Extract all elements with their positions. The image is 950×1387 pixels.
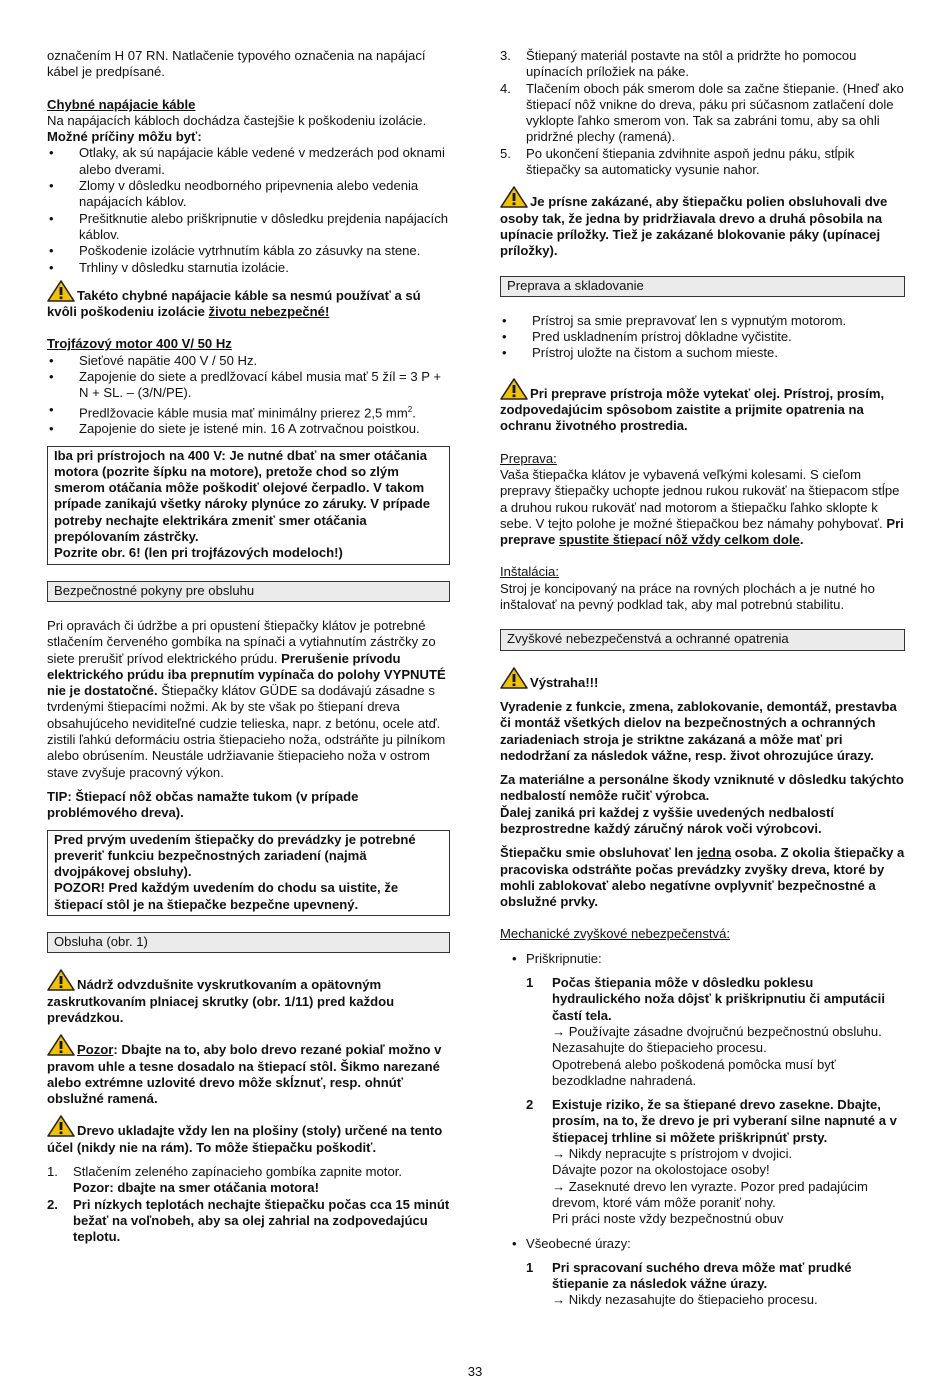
box-400v: [47, 446, 450, 565]
oil-warning: Pri preprave prístroja môže vytekať olej. Prístroj, prosím, zodpovedajúcim spôsobom zaistite a prijmite opatrenia na ochranu životného prostredia.: [500, 378, 905, 435]
risk-paragraph-2: Za materiálne a personálne škody vzniknuté v dôsledku takýchto nedbalostí nemôže ručiť výrobca.: [500, 772, 904, 804]
safety-tip: TIP: Štiepací nôž občas namažte tukom (v prípade problémového dreva).: [47, 788, 359, 821]
section-header-operation: Obsluha (obr. 1): [47, 932, 450, 953]
pinch-item-1: 1 Počas štiepania môže v dôsledku poklesu hydraulického noža dôjsť k priškripnutiu či amputácii častí tela. → Používajte zásadne dvojručnú bezpečnostnú obsluhu. Nezasahujte do štiepacieho procesu. Opotrebená alebo poškodená pomôcka musí byť bezodkladne nahradená.: [526, 975, 885, 1088]
pinch-item-2: 2 Existuje riziko, že sa štiepané drevo zasekne. Dbajte, prosím, na to, že drevo je pri vyberaní silne napnuté a v štiepacej trhline si môžete priškripnúť prsty. → Nikdy nepracujte s prístrojom v dvojici. Dávajte pozor na okolostojace osoby! → Zaseknuté drevo len vyrazte. Pozor pred padajúcim drevom, ktoré vám môže poraniť nohy. Pri práci noste vždy bezpečnostnú obuv: [526, 1097, 897, 1227]
list-item: 2. Pri nízkych teplotách nechajte štiepačku počas cca 15 minút bežať na voľnobeh, aby sa olej zahrial na zodpovedajúcu teplotu.: [47, 1196, 450, 1245]
general-label: • Všeobecné úrazy:: [512, 1236, 905, 1252]
list-item: • Trhliny v dôsledku starnutia izolácie.: [47, 260, 450, 276]
list-item: 3. Štiepaný materiál postavte na stôl a pridržte ho pomocou upínacích príložiek na páke.: [500, 48, 857, 80]
transport-subheading: Preprava:: [500, 450, 557, 466]
risk-warning-label: Výstraha!!!: [500, 667, 905, 691]
intro-text: označením H 07 RN. Natlačenie typového označenia na napájací kábel je predpísané.: [47, 48, 426, 80]
motor-heading: Trojfázový motor 400 V/ 50 Hz: [47, 336, 232, 352]
section-header-transport: Preprava a skladovanie: [500, 276, 905, 297]
list-item: • Poškodenie izolácie vytrhnutím kábla zo zásuvky na stene.: [47, 243, 450, 259]
list-item: • Prešitknutie alebo priškripnutie v dôsledku prejdenia napájacích káblov.: [47, 211, 450, 244]
warning-icon: [47, 969, 75, 991]
page-number: 33: [467, 1364, 483, 1379]
list-item: 5. Po ukončení štiepania zdvihnite aspoň jednu páku, stĺpik štiepačky sa automaticky vysunie nahor.: [500, 145, 855, 178]
causes-list: [47, 145, 450, 275]
transport-text: Vaša štiepačka klátov je vybavená veľkými kolesami. S cieľom prepravy štiepačky uchopte jednou rukou rukoväť na štiepacom stĺpe a druhou rukou rukoväť nad motorom a štiepačku ľahko sklopte k sebe. V tejto polohe je možné štiepačkou bez námahy pohybovať. Pri preprave spustite štiepací nôž vždy celkom dole.: [500, 466, 904, 548]
operation-warning-2: Pozor: Dbajte na to, aby bolo drevo rezané pokiaľ možno v pravom uhle a tesne dosadalo na štiepací stôl. Šikmo narezané alebo extrémne uzlovité drevo môže skĺznuť, resp. ohnúť obslužné ramená.: [47, 1034, 450, 1107]
warning-icon: [500, 667, 528, 689]
right-column: [500, 48, 905, 1309]
list-item: 1. Stlačením zeleného zapínacieho gombíka zapnite motor. Pozor: dbajte na smer otáčania motora!: [47, 1163, 402, 1196]
list-item: • Prístroj sa smie prepravovať len s vypnutým motorom.: [500, 313, 905, 329]
operation-steps-continued: [500, 48, 905, 178]
list-item: 4. Tlačením oboch pák smerom dole sa začne štiepanie. (Hneď ako štiepací nôž vnikne do dreva, páku pri súčasnom zatlačení dole vyklopte ľahko smerom von. Tak sa zabráni tomu, aby sa ohli pridržné plechy (ramená).: [500, 80, 904, 145]
forbidden-warning: Je prísne zakázané, aby štiepačku polien obsluhovali dve osoby tak, že jedna by pridržiavala drevo a druhá pôsobila na upínacie príložky. Tiež je zakázané blokovanie páky (upínacej príložky).: [500, 186, 905, 259]
warning-icon: [47, 1034, 75, 1056]
section-header-safety: Bezpečnostné pokyny pre obsluhu: [47, 581, 450, 602]
box-400v-note: Pozrite obr. 6! (len pri trojfázových modeloch!): [54, 545, 343, 561]
risk-paragraph-1: Vyradenie z funkcie, zmena, zablokovanie, demontáž, prestavba či montáž všetkých dielov na bezpečnostných a ochranných zariadeniach stroja je striktne zakázaná a môže mať pri nedodržaní za následok vážne, resp. život ohrozujúce úrazy.: [500, 698, 897, 763]
install-heading: Inštalácia:: [500, 564, 559, 580]
warning-icon: [500, 378, 528, 400]
pinch-label: • Priškripnutie:: [512, 951, 905, 967]
cable-warning: Takéto chybné napájacie káble sa nesmú používať a sú kvôli poškodeniu izolácie životu nebezpečné!: [47, 280, 450, 321]
list-item: • Otlaky, ak sú napájacie káble vedené v medzerách pod oknami alebo dverami.: [47, 145, 450, 178]
risk-paragraph-4: Štiepačku smie obsluhovať len jedna osoba. Z okolia štiepačky a pracoviska odstráňte počas prevádzky zvyšky dreva, ktoré by mohli zablokovať alebo negatívne ovplyvniť bezpečnostné a obslužné prvky.: [500, 845, 905, 910]
faulty-cables-text: Na napájacích kábloch dochádza častejšie k poškodeniu izolácie.: [47, 112, 427, 128]
general-item-1: 1 Pri spracovaní suchého dreva môže mať prudké štiepanie za následok vážne úrazy. → Nikdy nezasahujte do štiepacieho procesu.: [526, 1259, 852, 1308]
box-first-use: Pred prvým uvedením štiepačky do prevádzky je potrebné preveriť funkciu bezpečnostných zariadení (najmä dvojpákovej obsluhy). POZOR! Pred každým uvedením do chodu sa uistite, že štiepací stôl je na štiepačke bezpečne upevnený.: [47, 830, 450, 916]
list-item: • Sieťové napätie 400 V / 50 Hz.: [47, 353, 450, 369]
list-item: • Pred uskladnením prístroj dôkladne vyčistite.: [500, 329, 905, 345]
left-column: [47, 48, 450, 1245]
causes-title: Možné príčiny môžu byť:: [47, 129, 202, 145]
list-item: • Zlomy v dôsledku neodborného pripevnenia alebo vedenia napájacích káblov.: [47, 178, 450, 211]
transport-list: [500, 313, 905, 362]
safety-paragraph: Pri opravách či údržbe a pri opustení štiepačky klátov je potrebné stlačením červeného gombíka na spínači a vytiahnutím zástrčky zo siete prerušiť prívod elektrického prúdu. Prerušenie prívodu elektrického prúdu iba prepnutím vypínača do polohy VYPNUTÉ nie je dostatočné. Štiepačky klátov GÜDE sa dodávajú zásadne s tvrdenými štiepacími nožmi. Ak by ste však po štiepaní dreva obsahujúceho neviditeľné cudzie telieska, napr. z betónu, ocele atď. zistili ľahkú deformáciu ostria štiepacieho noža, odstráňte ju pilníkom alebo obrúsením. Neustále udržiavanie štiepacieho noža v ostrom stave zvyšuje pracovný výkon.: [47, 617, 446, 780]
motor-list: [47, 353, 450, 438]
box-400v-text: Iba pri prístrojoch na 400 V: Je nutné dbať na smer otáčania motora (pozrite šípku na motore), pretože chod so zlým smerom otáčania môže poškodiť olejové čerpadlo. V takom prípade zanikajú všetky nároky plynúce zo záruky. V prípade potreby nechajte elektrikára zmeniť smer otáčania prepólovaním zástrčky.: [54, 447, 430, 545]
list-item: • Predlžovacie káble musia mať minimálny prierez 2,5 $mm^2$.: [47, 402, 450, 422]
warning-icon: [500, 186, 528, 208]
operation-warning-1: Nádrž odvzdušnite vyskrutkovaním a opätovným zaskrutkovaním plniacej skrutky (obr. 1/11) pred každou prevádzkou.: [47, 969, 450, 1026]
operation-steps: [47, 1164, 450, 1245]
risk-paragraph-3: Ďalej zaniká pri každej z vyššie uvedených nedbalostí bezprostredne každý záručný nárok voči výrobcovi.: [500, 804, 835, 836]
warning-icon: [47, 280, 75, 302]
list-item: • Zapojenie do siete a predlžovací kábel musia mať 5 žíl = 3 P + N + SL. – (3/N/PE).: [47, 369, 450, 402]
faulty-cables-heading: Chybné napájacie káble: [47, 96, 196, 112]
operation-warning-3: Drevo ukladajte vždy len na plošiny (stoly) určené na tento účel (nikdy nie na rám). To môže štiepačku poškodiť.: [47, 1115, 450, 1156]
list-item: • Zapojenie do siete je istené min. 16 A zotrvačnou poistkou.: [47, 421, 450, 437]
install-text: Stroj je koncipovaný na práce na rovných plochách a je nutné ho inštalovať na pevný podklad tak, aby mal potrebnú stabilitu.: [500, 580, 875, 613]
list-item: • Prístroj uložte na čistom a suchom mieste.: [500, 345, 905, 361]
mech-heading: Mechanické zvyškové nebezpečenstvá:: [500, 926, 730, 942]
warning-icon: [47, 1115, 75, 1137]
section-header-risks: Zvyškové nebezpečenstvá a ochranné opatrenia: [500, 629, 905, 650]
mech-risks: [500, 951, 905, 1309]
